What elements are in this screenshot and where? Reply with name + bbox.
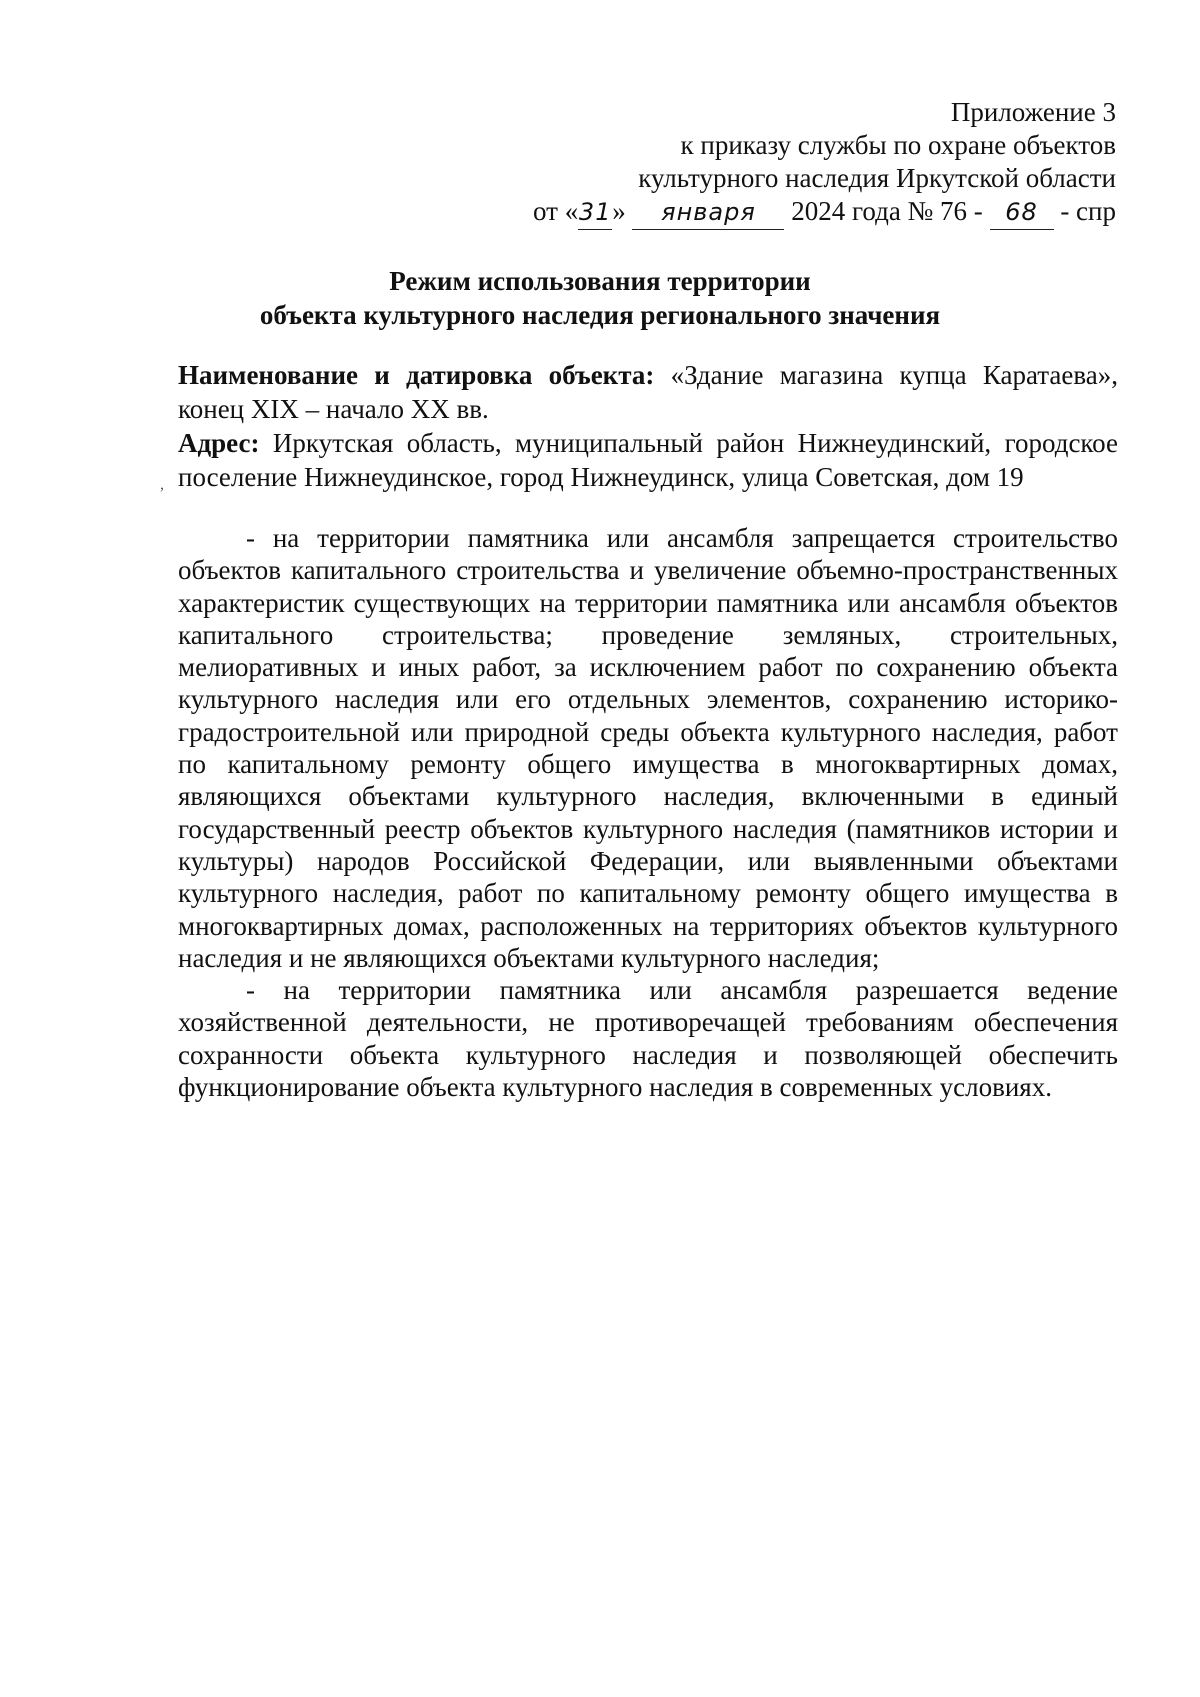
object-name-value: «Здание магазина купца Каратаева», конец XIX – начало XX вв. <box>178 360 1118 424</box>
usage-rules <box>178 522 1118 1103</box>
rule-prohibited: - на территории памятника или ансамбля запрещается строительство объектов капитального строительства и увеличение объемно-пространственных характеристик существующих на территории памятника или ансамбля объектов капитального строительства; проведение земляных, строительных, мелиоративных и иных работ, за исключением работ по сохранению объекта культурного наследия или его отдельных элементов, сохранению историко-градостроительной или природной среды объекта культурного наследия, работ по капитальному ремонту общего имущества в многоквартирных домах, являющихся объектами культурного наследия, включенными в единый государственный реестр объектов культурного наследия (памятников истории и культуры) народов Российской Федерации, или выявленными объектами культурного наследия, работ по капитальному ремонту общего имущества в многоквартирных домах, расположенных на территориях объектов культурного наследия и не являющихся объектами культурного наследия; <box>178 523 1118 973</box>
object-name-label: Наименование и датировка объекта: <box>178 360 655 390</box>
appendix-header <box>533 96 1116 230</box>
title-line-2: объекта культурного наследия регионального значения <box>259 300 941 330</box>
date-year: 2024 года № 76 - <box>784 196 990 226</box>
appendix-number: Приложение 3 <box>950 97 1116 127</box>
appendix-order-reference: к приказу службы по охране объектов <box>680 130 1116 160</box>
object-name-paragraph <box>178 358 1118 426</box>
appendix-date-line <box>533 195 1116 230</box>
object-address-value: Иркутская область, муниципальный район Нижнеудинский, городское поселение Нижнеудинское, город Нижнеудинск, улица Советская, дом 19 <box>178 428 1118 492</box>
appendix-issuing-authority: культурного наследия Иркутской области <box>638 163 1116 193</box>
handwritten-month: января <box>632 196 784 230</box>
title-line-1: Режим использования территории <box>389 266 811 296</box>
handwritten-day: 31 <box>578 196 612 230</box>
date-prefix: от « <box>533 196 579 226</box>
object-address-label: Адрес: <box>178 428 260 458</box>
object-info <box>178 358 1118 494</box>
date-mid: » <box>612 196 633 226</box>
rule-allowed: - на территории памятника или ансамбля разрешается ведение хозяйственной деятельности, не противоречащей требованиям обеспечения сохранности объекта культурного наследия и позволяющей обеспечить функционирование объекта культурного наследия в современных условиях. <box>178 975 1118 1103</box>
document-title <box>0 264 1200 332</box>
scan-speck: , <box>160 476 164 493</box>
order-suffix: - спр <box>1053 196 1116 226</box>
object-address-paragraph <box>178 426 1118 494</box>
handwritten-order-number: 68 <box>990 196 1054 230</box>
